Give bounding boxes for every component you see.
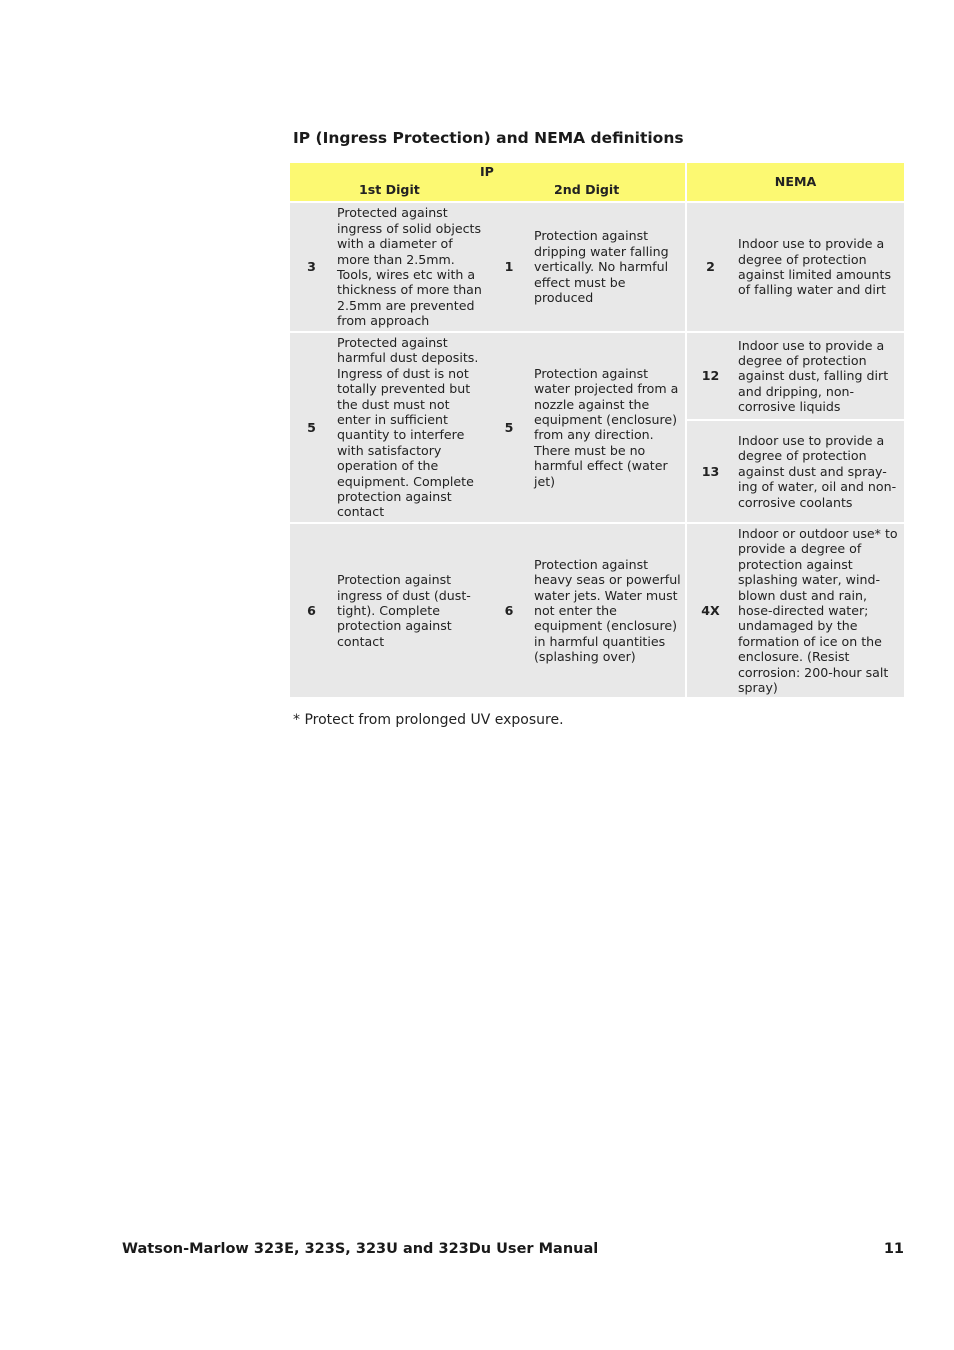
nema-code: 2: [686, 202, 734, 332]
page-footer: [122, 1241, 904, 1257]
table-row: [290, 202, 904, 332]
table-row: [290, 523, 904, 697]
first-digit-header: 1st Digit: [359, 182, 420, 197]
second-digit-description: Protection against dripping water falling vertically. No harmful effect must be produced: [530, 202, 686, 332]
second-digit-description: Protection against heavy seas or powerful water jets. Water must not enter the equipment (enclosure) in harmful quantities (splashing over): [530, 523, 686, 697]
second-digit-value: 6: [488, 523, 530, 697]
nema-description: Indoor use to provide a degree of protection against dust and spray-ing of water, oil and non-corrosive coolants: [734, 420, 904, 523]
first-digit-description: Protected against ingress of solid objects with a diameter of more than 2.5mm. Tools, wires etc with a thickness of more than 2.5mm are prevented from approach: [333, 202, 488, 332]
first-digit-description: Protected against harmful dust deposits. Ingress of dust is not totally prevented but the dust must not enter in sufficient quantity to interfere with satisfactory operation of the equipment. Complete protection against contact: [333, 332, 488, 523]
ip-nema-table: [290, 163, 904, 697]
second-digit-header: 2nd Digit: [554, 182, 620, 197]
nema-description: Indoor use to provide a degree of protection against dust, falling dirt and dripping, non-corrosive liquids: [734, 332, 904, 420]
second-digit-value: 1: [488, 202, 530, 332]
first-digit-value: 5: [290, 332, 333, 523]
footnote: * Protect from prolonged UV exposure.: [293, 712, 564, 728]
nema-code: 13: [686, 420, 734, 523]
second-digit-value: 5: [488, 332, 530, 523]
ip-header-cell: [290, 163, 686, 202]
manual-title: Watson-Marlow 323E, 323S, 323U and 323Du User Manual: [122, 1241, 599, 1257]
page-number: 11: [883, 1241, 904, 1257]
second-digit-description: Protection against water projected from a nozzle against the equipment (enclosure) from any direction. There must be no harmful effect (water jet): [530, 332, 686, 523]
nema-code: 4X: [686, 523, 734, 697]
nema-code: 12: [686, 332, 734, 420]
page-title: IP (Ingress Protection) and NEMA definitions: [293, 129, 684, 147]
first-digit-description: Protection against ingress of dust (dust-tight). Complete protection against contact: [333, 523, 488, 697]
first-digit-value: 3: [290, 202, 333, 332]
nema-description: Indoor or outdoor use* to provide a degree of protection against splashing water, wind-blown dust and rain, hose-directed water; undamaged by the formation of ice on the enclosure. (Resist corrosion: 200-hour salt spray): [734, 523, 904, 697]
table-row: [290, 332, 904, 420]
ip-header: IP: [480, 164, 494, 179]
nema-header: NEMA: [686, 163, 904, 202]
nema-description: Indoor use to provide a degree of protection against limited amounts of falling water and dirt: [734, 202, 904, 332]
table-header-row: [290, 163, 904, 202]
first-digit-value: 6: [290, 523, 333, 697]
